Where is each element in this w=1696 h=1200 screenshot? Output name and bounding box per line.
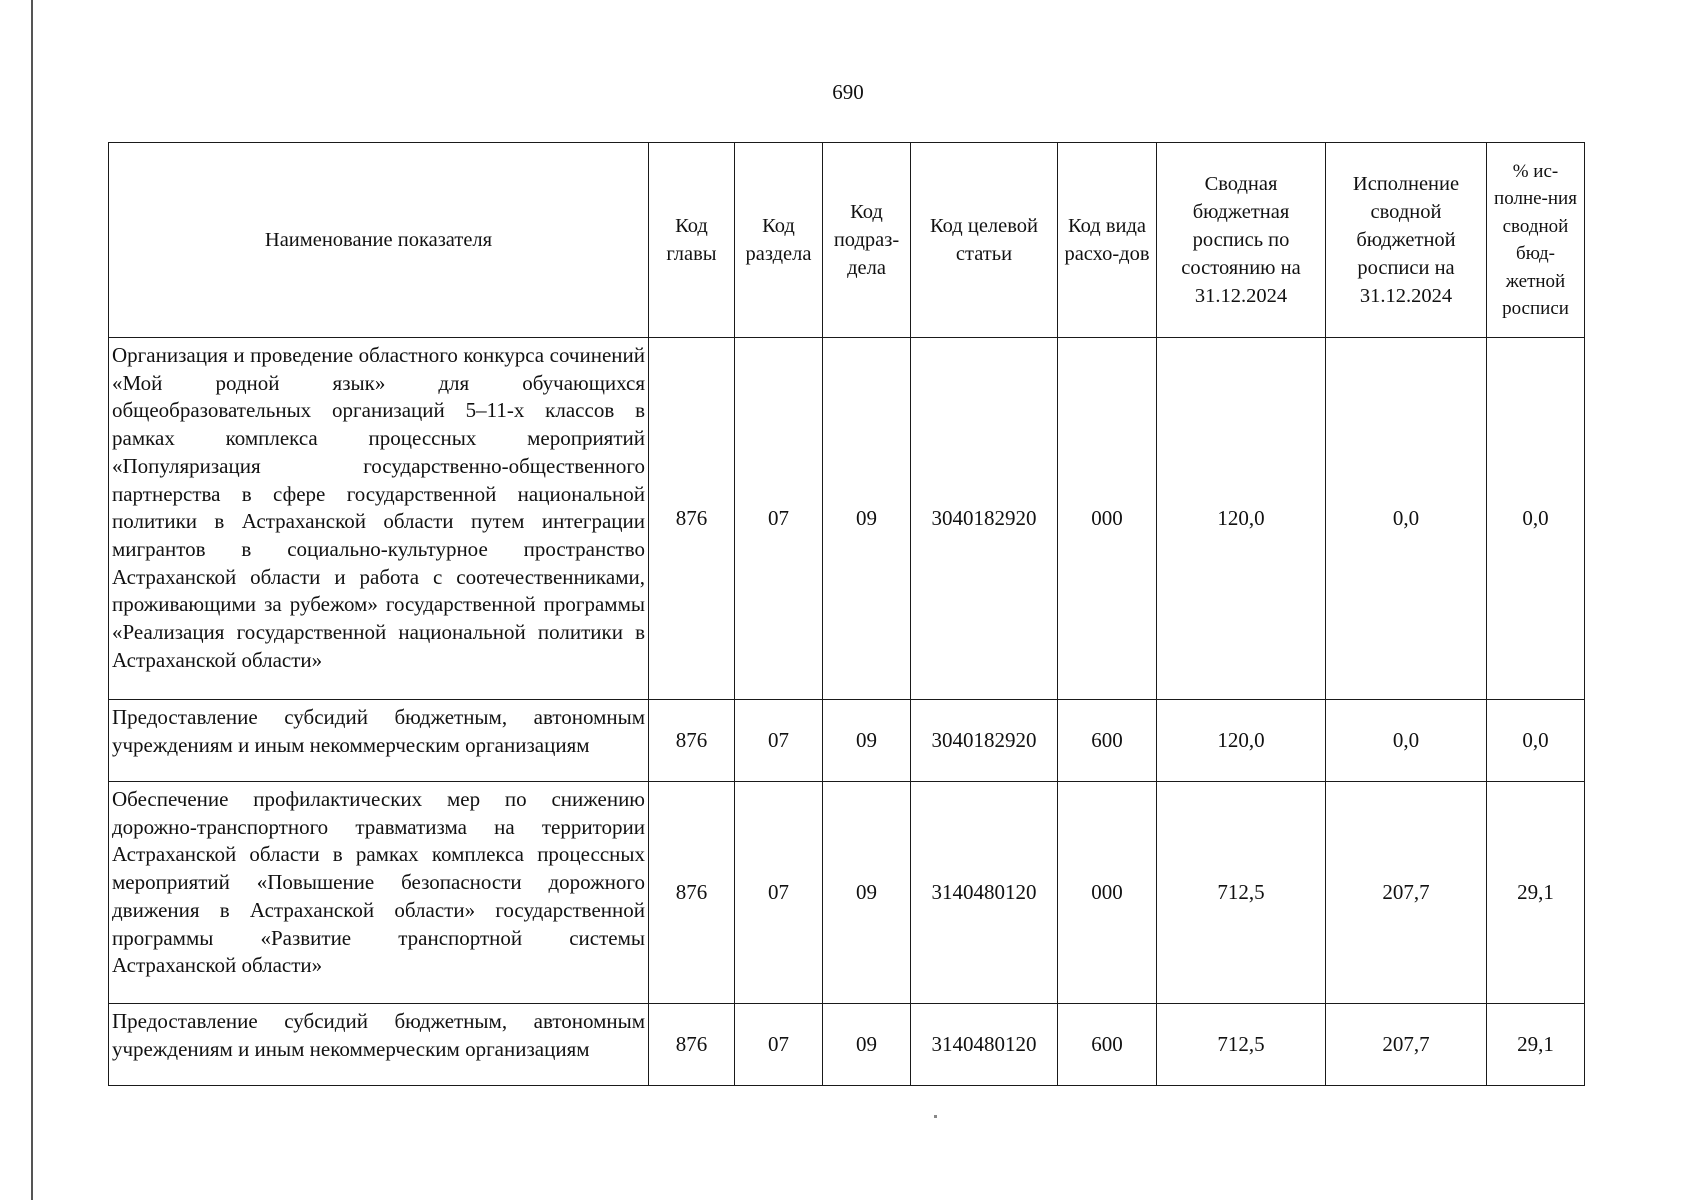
cell-chapter-code: 876 — [649, 1004, 735, 1086]
cell-budget-execution: 0,0 — [1326, 700, 1487, 782]
cell-section-code: 07 — [735, 782, 823, 1004]
cell-target-article-code: 3140480120 — [911, 782, 1058, 1004]
cell-indicator-name: Организация и проведение областного конкурса сочинений «Мой родной язык» для обучающихся общеобразовательных организаций 5–11-х классов в рамках комплекса процессных мероприятий «Популяризация государственно-общественного партнерства в сфере государственной национальной политики в Астраханской области путем интеграции мигрантов в социально-культурное пространство Астраханской области и работа с соотечественниками, проживающими за рубежом» государственной программы «Реализация государственной национальной политики в Астраханской области» — [109, 338, 649, 700]
cell-expense-type-code: 600 — [1058, 700, 1157, 782]
cell-execution-percent: 0,0 — [1487, 338, 1585, 700]
cell-target-article-code: 3040182920 — [911, 700, 1058, 782]
cell-expense-type-code: 600 — [1058, 1004, 1157, 1086]
cell-budget-execution: 0,0 — [1326, 338, 1487, 700]
cell-indicator-name: Предоставление субсидий бюджетным, автономным учреждениям и иным некоммерческим организациям — [109, 700, 649, 782]
cell-indicator-name: Обеспечение профилактических мер по снижению дорожно-транспортного травматизма на территории Астраханской области в рамках комплекса процессных мероприятий «Повышение безопасности дорожного движения в Астраханской области» государственной программы «Развитие транспортной системы Астраханской области» — [109, 782, 649, 1004]
scan-speck — [934, 1115, 937, 1118]
cell-budget-execution: 207,7 — [1326, 1004, 1487, 1086]
header-subsection-code: Код подраз-дела — [823, 143, 911, 338]
header-budget-schedule: Сводная бюджетная роспись по состоянию на 31.12.2024 — [1157, 143, 1326, 338]
cell-chapter-code: 876 — [649, 782, 735, 1004]
cell-target-article-code: 3140480120 — [911, 1004, 1058, 1086]
cell-budget-schedule: 712,5 — [1157, 1004, 1326, 1086]
cell-expense-type-code: 000 — [1058, 338, 1157, 700]
table-row — [109, 1004, 1585, 1086]
table-row — [109, 700, 1585, 782]
cell-budget-execution: 207,7 — [1326, 782, 1487, 1004]
cell-subsection-code: 09 — [823, 782, 911, 1004]
header-expense-type-code: Код вида расхо-дов — [1058, 143, 1157, 338]
cell-subsection-code: 09 — [823, 1004, 911, 1086]
cell-target-article-code: 3040182920 — [911, 338, 1058, 700]
header-budget-execution: Исполнение сводной бюджетной росписи на 31.12.2024 — [1326, 143, 1487, 338]
header-row — [109, 143, 1585, 338]
header-indicator-name: Наименование показателя — [109, 143, 649, 338]
cell-section-code: 07 — [735, 700, 823, 782]
table-row — [109, 338, 1585, 700]
cell-chapter-code: 876 — [649, 338, 735, 700]
page-number: 690 — [832, 80, 864, 104]
cell-execution-percent: 29,1 — [1487, 782, 1585, 1004]
cell-expense-type-code: 000 — [1058, 782, 1157, 1004]
cell-subsection-code: 09 — [823, 700, 911, 782]
header-chapter-code: Код главы — [649, 143, 735, 338]
cell-subsection-code: 09 — [823, 338, 911, 700]
cell-section-code: 07 — [735, 338, 823, 700]
header-section-code: Код раздела — [735, 143, 823, 338]
cell-chapter-code: 876 — [649, 700, 735, 782]
header-execution-percent: % ис-полне-ния сводной бюд-жетной росписи — [1487, 143, 1585, 338]
scan-margin-line — [31, 0, 33, 1200]
cell-budget-schedule: 120,0 — [1157, 338, 1326, 700]
cell-execution-percent: 29,1 — [1487, 1004, 1585, 1086]
cell-budget-schedule: 120,0 — [1157, 700, 1326, 782]
cell-execution-percent: 0,0 — [1487, 700, 1585, 782]
cell-indicator-name: Предоставление субсидий бюджетным, автономным учреждениям и иным некоммерческим организациям — [109, 1004, 649, 1086]
cell-section-code: 07 — [735, 1004, 823, 1086]
budget-execution-table — [108, 142, 1585, 1086]
cell-budget-schedule: 712,5 — [1157, 782, 1326, 1004]
table-row — [109, 782, 1585, 1004]
header-target-article-code: Код целевой статьи — [911, 143, 1058, 338]
